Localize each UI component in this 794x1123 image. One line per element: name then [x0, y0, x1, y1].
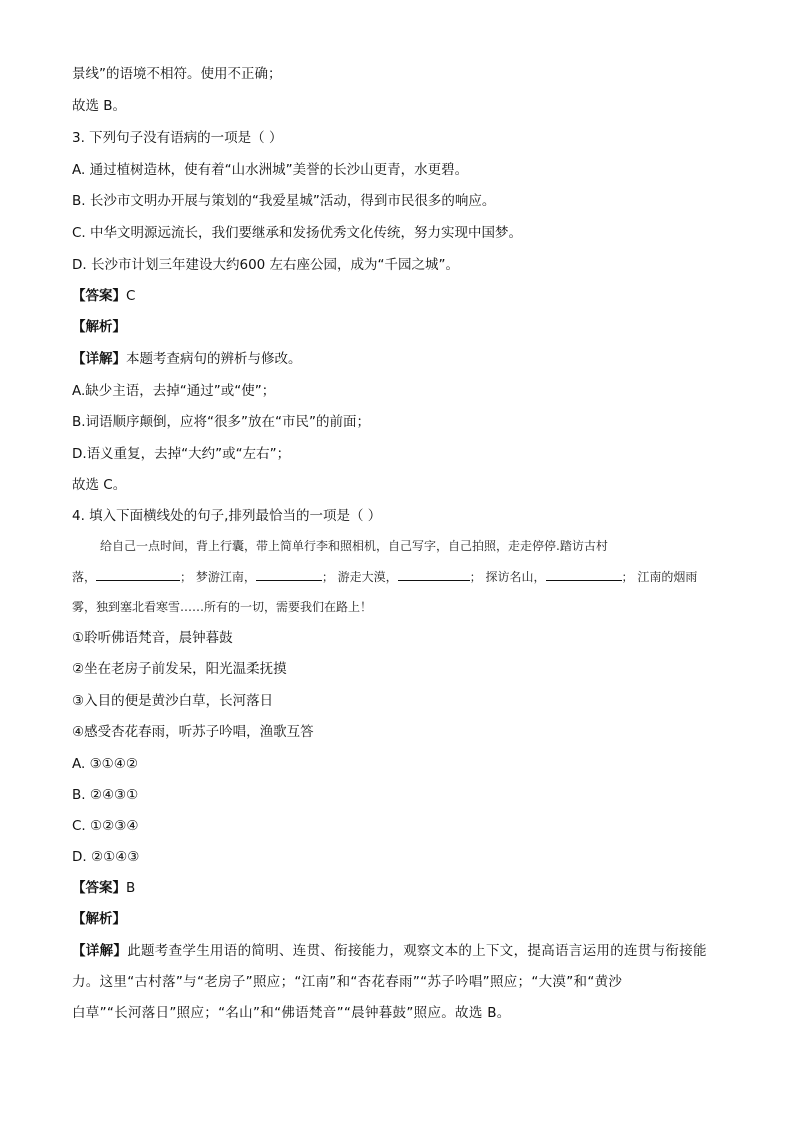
fill-blank: [96, 568, 180, 581]
explain-3b: B.词语顺序颠倒，应将“很多”放在“市民”的前面；: [72, 414, 371, 430]
choice-4d: D. ②①④③: [72, 849, 140, 865]
detail-4: [72, 936, 722, 1029]
text-line: 故选 B。: [72, 98, 127, 114]
sentence-3: ③入目的便是黄沙白草，长河落日: [72, 693, 274, 709]
detail-4-line-3: 白草”“长河落日”照应；“名山”和“佛语梵音”“晨钟暮鼓”照应。故选 B。: [72, 1005, 511, 1021]
explain-3a: A.缺少主语，去掉“通过”或“使”；: [72, 383, 276, 399]
option-3a: A. 通过植树造林，使有着“山水洲城”美誉的长沙山更青，水更碧。: [72, 162, 469, 178]
answer-value: B: [126, 880, 136, 896]
option-3d: D. 长沙市计划三年建设大约600 左右座公园，成为“千园之城”。: [72, 257, 460, 273]
option-3b: B. 长沙市文明办开展与策划的“我爱星城”活动，得到市民很多的响应。: [72, 193, 496, 209]
fill-blank: [546, 568, 622, 581]
analysis-heading: 【解析】: [72, 911, 126, 927]
analysis-heading: 【解析】: [72, 319, 126, 335]
detail-tag: 【详解】: [72, 351, 126, 367]
sentence-2: ②坐在老房子前发呆，阳光温柔抚摸: [72, 661, 287, 677]
passage-fragment: 落，: [72, 570, 97, 584]
detail-text: 本题考查病句的辨析与修改。: [126, 351, 302, 367]
explain-3d: D.语义重复，去掉“大约”或“左右”；: [72, 446, 291, 462]
passage-line-3: 雾，独到塞北看寒雪……所有的一切，需要我们在路上！: [72, 600, 373, 614]
detail-3: [72, 349, 302, 369]
question-4: 4. 填入下面横线处的句子,排列最恰当的一项是（ ）: [72, 508, 382, 524]
answer-value: C: [126, 288, 136, 304]
question-3: 3. 下列句子没有语病的一项是（ ）: [72, 130, 283, 146]
answer-4: [72, 878, 135, 898]
text-line: 景线”的语境不相符。使用不正确；: [72, 66, 282, 82]
conclusion-3: 故选 C。: [72, 477, 127, 493]
choice-4b: B. ②④③①: [72, 787, 139, 803]
detail-4-line-2: 力。这里“古村落”与“老房子”照应；“江南”和“杏花春雨”“苏子吟唱”照应；“大漠”和“黄沙: [72, 974, 623, 990]
choice-4a: A. ③①④②: [72, 756, 138, 772]
detail-tag: 【详解】: [72, 943, 128, 959]
detail-text: 此题考查学生用语的简明、连贯、衔接能力，观察文本的上下文，提高语言运用的连贯与衔接能: [127, 943, 707, 959]
sentence-1: ①聆听佛语梵音，晨钟暮鼓: [72, 630, 233, 646]
passage-fragment: ； 游走大漠，: [321, 570, 398, 584]
choice-4c: C. ①②③④: [72, 818, 139, 834]
sentence-4: ④感受杏花春雨，听苏子吟唱，渔歌互答: [72, 724, 314, 740]
passage-line-1: 给自己一点时间，背上行囊，带上简单行李和照相机，自己写字，自己拍照，走走停停.踏访古村: [100, 539, 608, 553]
passage-fragment: ； 江南的烟雨: [621, 570, 698, 584]
passage-line-2: [72, 567, 732, 587]
passage-fragment: ； 梦游江南，: [180, 570, 256, 584]
answer-tag: 【答案】: [72, 288, 126, 304]
answer-3: [72, 286, 135, 306]
detail-4-line-1: [72, 936, 722, 967]
answer-tag: 【答案】: [72, 880, 126, 896]
fill-blank: [398, 568, 470, 581]
option-3c: C. 中华文明源远流长，我们要继承和发扬优秀文化传统，努力实现中国梦。: [72, 225, 523, 241]
passage-fragment: ； 探访名山，: [469, 570, 546, 584]
fill-blank: [256, 568, 322, 581]
